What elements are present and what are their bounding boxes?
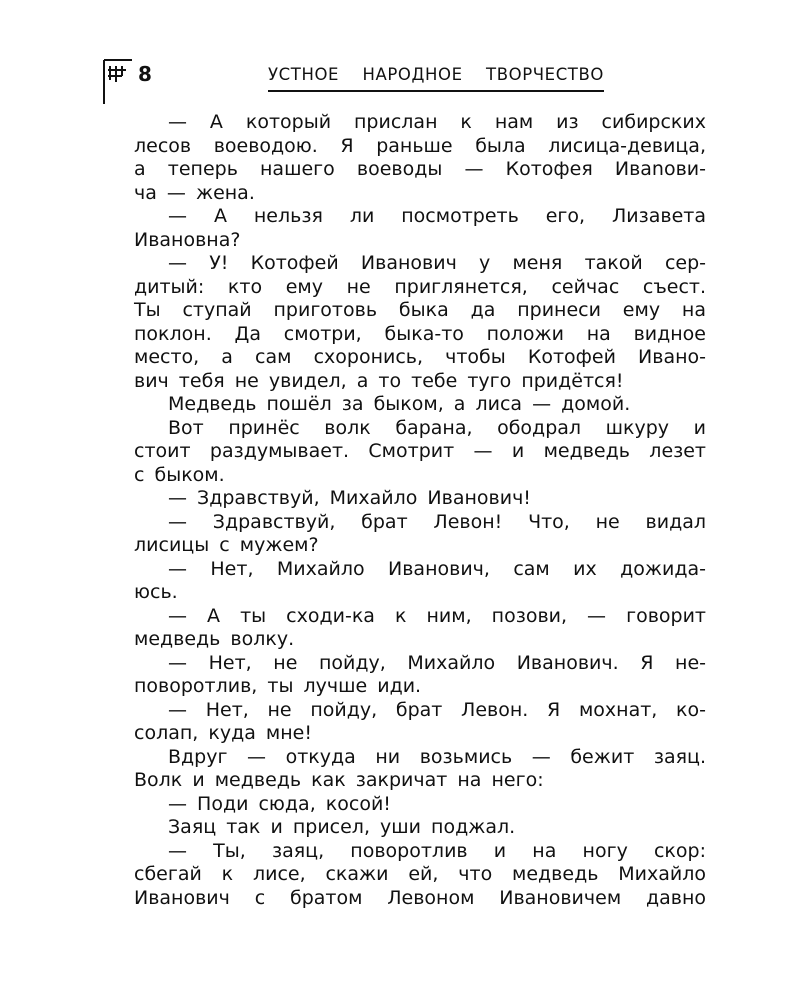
story-text <box>134 111 706 910</box>
text-line: — Поди сюда, косой! <box>168 792 391 815</box>
text-line: стоит раздумывает. Смотрит — и медведь лезет <box>134 440 706 462</box>
text-line: Волк и медведь как закричат на него: <box>134 769 544 791</box>
text-line: Заяц так и присел, уши поджал. <box>168 816 516 838</box>
text-line: Ивановна? <box>134 228 241 251</box>
running-title: УСТНОЕ НАРОДНОЕ ТВОРЧЕСТВО <box>268 65 604 84</box>
text-line: — А нельзя ли посмотреть его, Лизавета <box>168 205 706 227</box>
text-line: дитый: кто ему не приглянется, сейчас съест. <box>134 275 706 298</box>
text-line: — Здравствуй, Михайло Иванович! <box>168 487 531 509</box>
text-line: — Ты, заяц, поворотлив и на ногу скор: <box>168 839 706 862</box>
text-line: с быком. <box>134 463 225 486</box>
text-line: — Нет, не пойду, Михайло Иванович. Я не- <box>168 651 706 674</box>
text-line: а теперь нашего воеводы — Котофея Ивanови- <box>134 158 706 180</box>
text-line: — А ты сходи-ка к ним, позови, — говорит <box>168 604 706 627</box>
text-line: место, а сам схоронись, чтобы Котофей Ивано- <box>134 346 706 368</box>
text-line: солап, куда мне! <box>134 722 312 744</box>
ornament-icon <box>100 56 134 106</box>
text-line: ча — жена. <box>134 181 255 204</box>
text-line: — Нет, Михайло Иванович, сам их дожида- <box>168 557 706 580</box>
text-line: юсь. <box>134 581 178 603</box>
text-line: поклон. Да смотри, быка-то положи на видное <box>134 322 706 345</box>
text-line: Медведь пошёл за быком, а лиса — домой. <box>168 393 631 415</box>
text-line: вич тебя не увидел, а то тебе туго придётся! <box>134 369 624 392</box>
text-line: лисицы с мужем? <box>134 534 319 556</box>
text-line: лесов воеводою. Я раньше была лисица-девица, <box>134 134 706 157</box>
text-line: Вдруг — откуда ни возьмись — бежит заяц. <box>168 745 706 768</box>
header-rule <box>268 90 604 92</box>
text-line: Вот принёс волк барана, ободрал шкуру и <box>168 416 706 439</box>
text-line: — Здравствуй, брат Левон! Что, не видал <box>168 510 706 533</box>
text-line: медведь волку. <box>134 628 295 650</box>
text-line: — Нет, не пойду, брат Левон. Я мохнат, ко- <box>168 698 706 721</box>
text-line: — У! Котофей Иванович у меня такой сер- <box>168 252 706 274</box>
text-line: Иванович с братом Левоном Ивановичем давно <box>134 886 706 909</box>
text-line: Ты ступай приготовь быка да принеси ему на <box>134 299 706 321</box>
page-header <box>0 0 800 110</box>
page-number: 8 <box>138 62 152 86</box>
text-line: — А который прислан к нам из сибирских <box>168 111 706 133</box>
text-line: сбегай к лисе, скажи ей, что медведь Михайло <box>134 863 706 885</box>
text-line: поворотлив, ты лучше иди. <box>134 675 422 697</box>
